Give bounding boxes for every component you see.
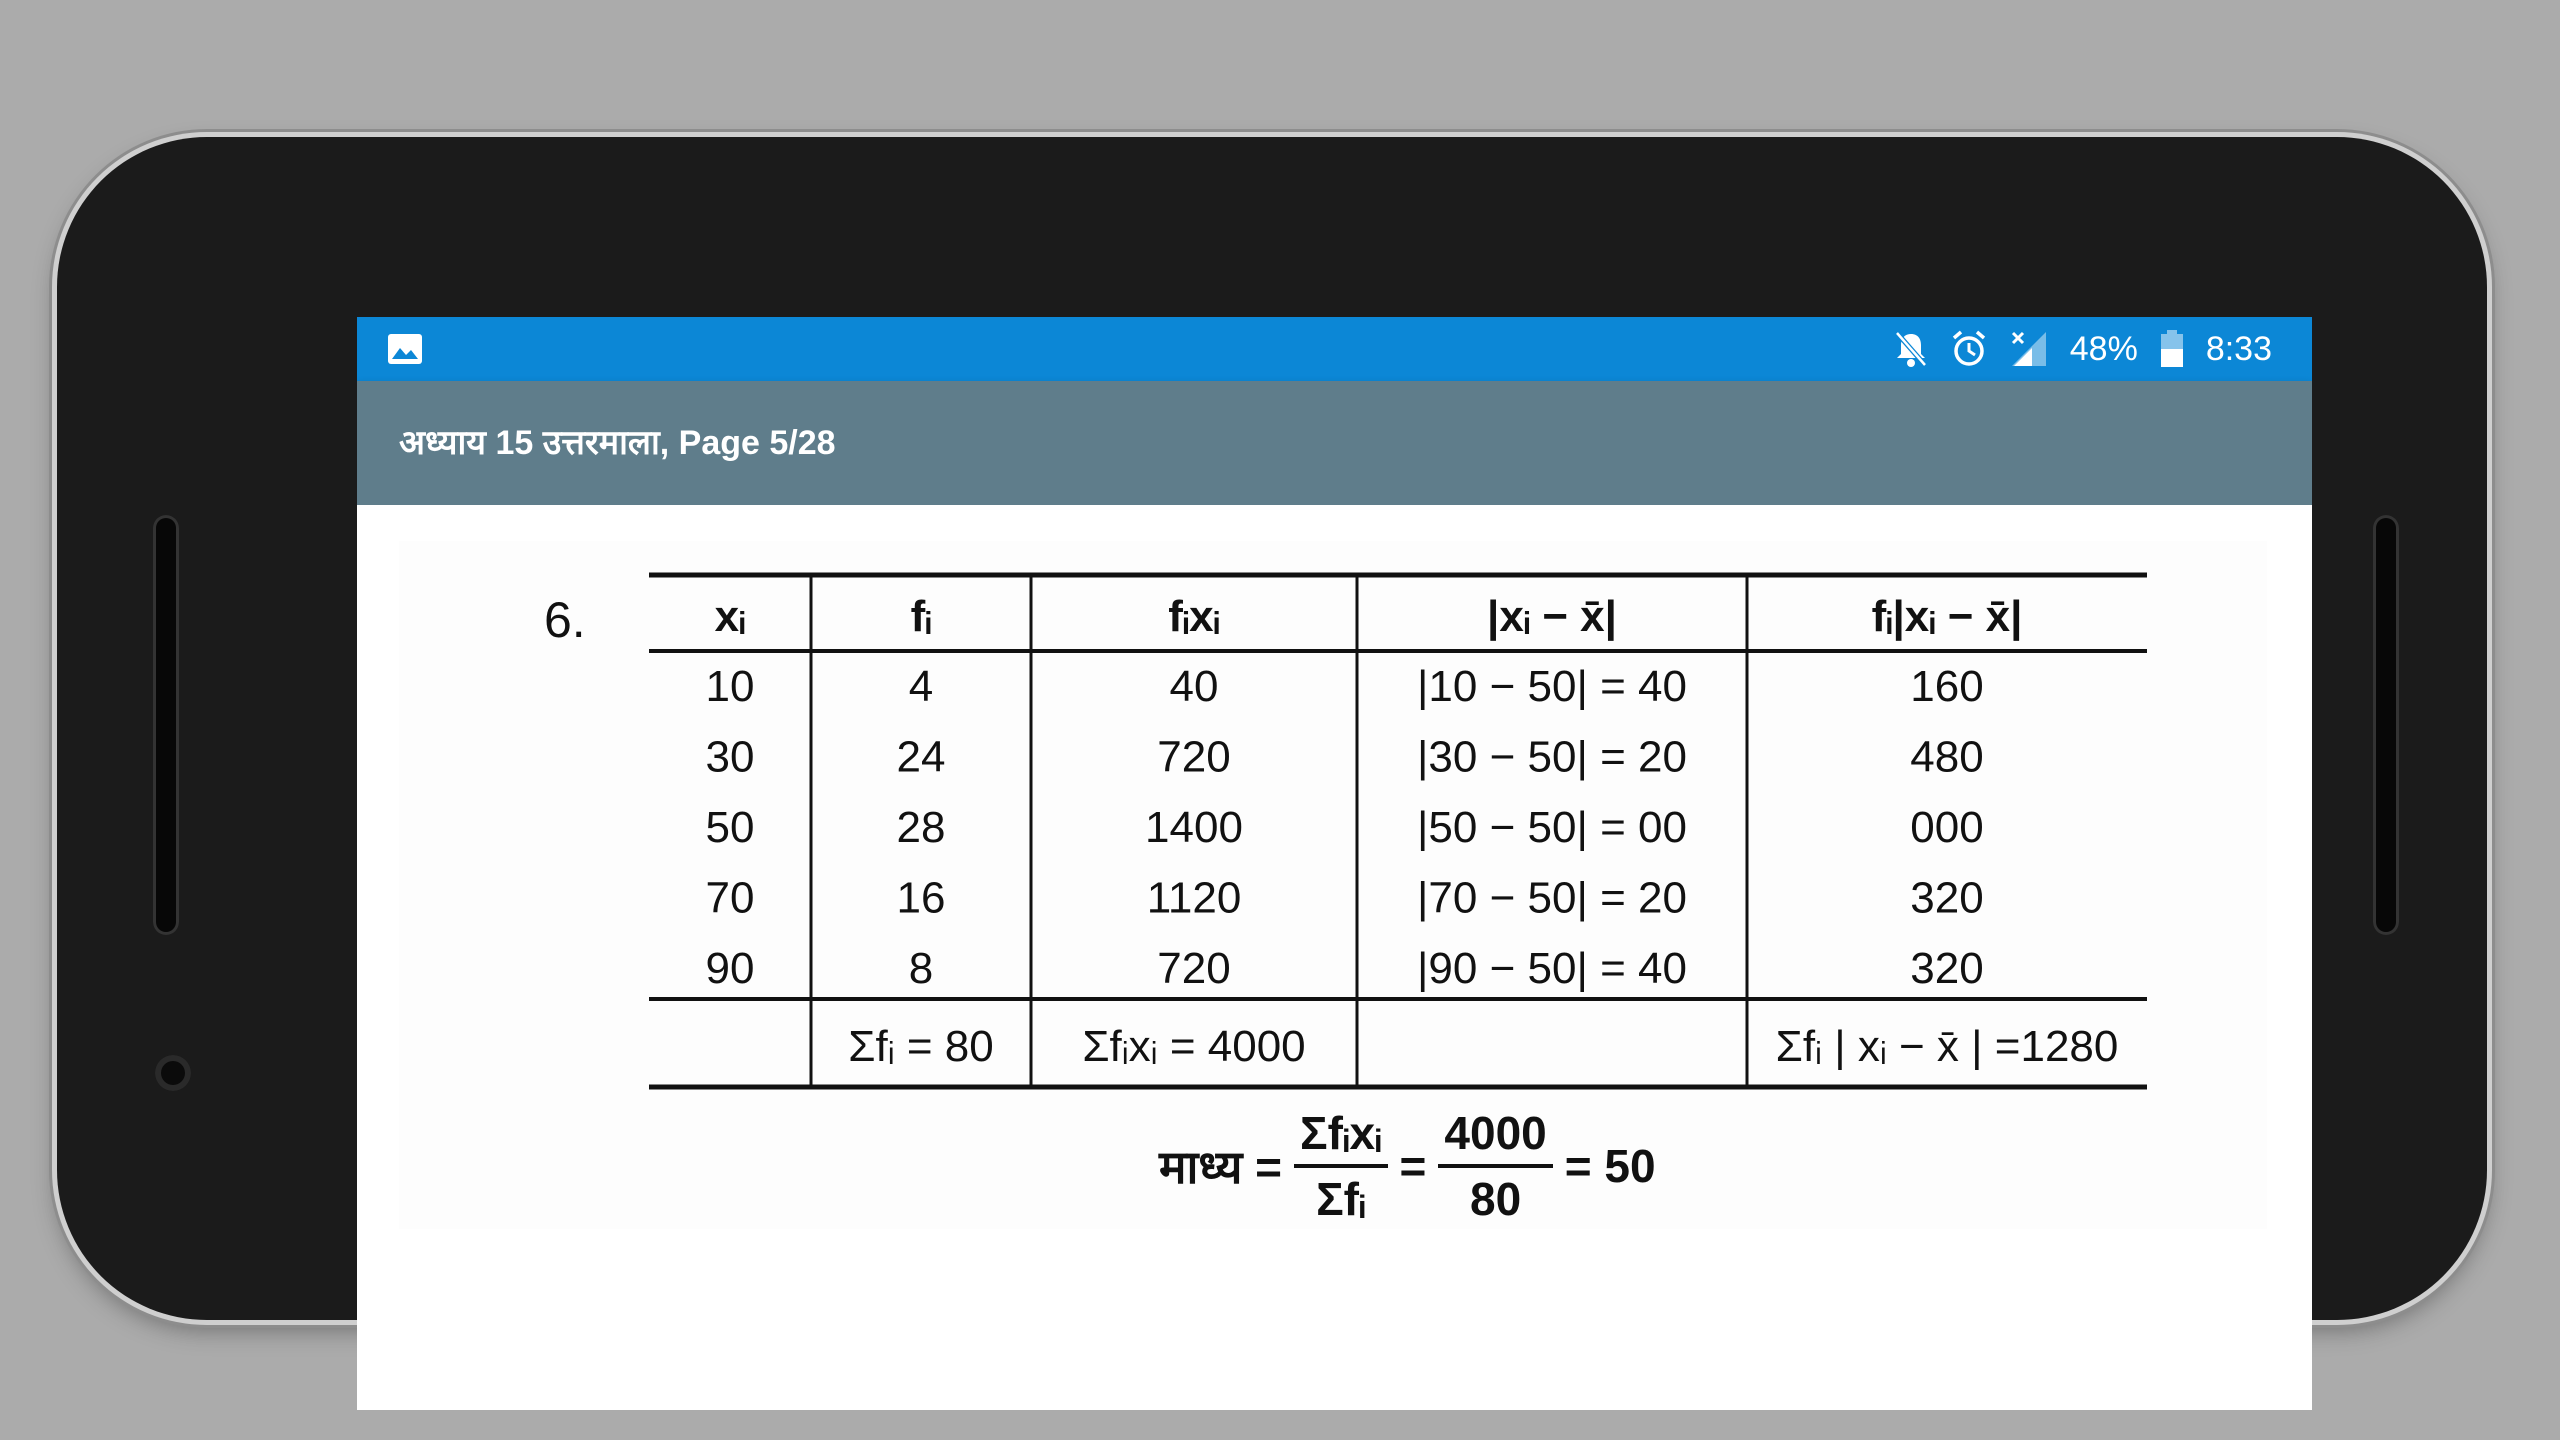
- table-cell: |90 − 50| = 40: [1417, 944, 1687, 993]
- table-cell: 000: [1910, 803, 1984, 852]
- table-cell: 1120: [1146, 873, 1242, 923]
- alarm-icon: [1950, 330, 1988, 368]
- table-cell: 480: [1910, 732, 1984, 782]
- mean-result: = 50: [1564, 1140, 1656, 1192]
- speaker-grille-right: [2373, 515, 2399, 935]
- mean-label: माध्य =: [1159, 1141, 1283, 1193]
- table-cell: 320: [1910, 944, 1984, 993]
- table-cell: 1400: [1145, 803, 1243, 852]
- table-cell: |50 − 50| = 00: [1417, 803, 1687, 852]
- mean-formula: [1159, 1107, 1656, 1225]
- table-cell: 8: [908, 944, 934, 993]
- document-viewer[interactable]: [357, 505, 2312, 1410]
- table-header-cell: |xᵢ − x̄|: [1487, 592, 1617, 641]
- table-cell: 160: [1910, 662, 1984, 711]
- table-cell: 16: [896, 873, 946, 923]
- question-number: 6.: [544, 592, 586, 648]
- table-cell: 50: [705, 803, 755, 852]
- mean-fraction-numeric: [1438, 1106, 1552, 1226]
- table-cell: 30: [705, 732, 755, 782]
- table-header-cell: fᵢ|xᵢ − x̄|: [1871, 592, 2023, 641]
- fraction-numerator: Σfᵢxᵢ: [1294, 1106, 1388, 1168]
- clock: 8:33: [2205, 329, 2272, 368]
- speaker-grille-left: [153, 515, 179, 935]
- table-cell: 40: [1169, 662, 1219, 711]
- page-title: अध्याय 15 उत्तरमाला, Page 5/28: [399, 424, 836, 462]
- table-header-cell: fᵢxᵢ: [1168, 592, 1220, 641]
- fraction-denominator: Σfᵢ: [1316, 1173, 1366, 1225]
- table-cell: 24: [896, 732, 946, 782]
- table-cell: 28: [896, 803, 946, 852]
- battery-icon: [2160, 330, 2184, 368]
- table-cell: 720: [1157, 732, 1231, 782]
- bell-off-icon: [1894, 330, 1928, 368]
- image-icon: [387, 333, 423, 370]
- signal-icon: [2010, 330, 2048, 368]
- table-cell: |70 − 50| = 20: [1417, 873, 1687, 923]
- table-cell: 70: [705, 873, 755, 923]
- device-screen: [357, 317, 2312, 1410]
- phone-frame: [57, 137, 2487, 1320]
- fraction-denominator: 80: [1470, 1173, 1522, 1225]
- table-header-cell: fᵢ: [910, 592, 932, 641]
- battery-percent: 48%: [2069, 329, 2138, 368]
- mean-fraction-symbolic: [1294, 1106, 1388, 1226]
- table-header-cell: xᵢ: [714, 592, 746, 641]
- table-cell: 320: [1910, 873, 1984, 923]
- table-cell: 10: [705, 662, 755, 711]
- fraction-numerator: 4000: [1438, 1106, 1552, 1168]
- table-total-cell: Σfᵢxᵢ = 4000: [1082, 1022, 1306, 1071]
- table-total-cell: Σfᵢ = 80: [848, 1022, 994, 1071]
- table-cell: 720: [1157, 944, 1231, 993]
- equals-sign: =: [1399, 1140, 1427, 1192]
- table-cell: |10 − 50| = 40: [1417, 662, 1687, 711]
- answer-page: [399, 541, 2267, 1229]
- table-cell: 4: [908, 662, 934, 711]
- app-bar: [357, 381, 2312, 505]
- camera-lens: [155, 1055, 191, 1091]
- table-cell: |30 − 50| = 20: [1417, 732, 1687, 782]
- table-cell: 90: [705, 944, 755, 993]
- status-bar: [357, 317, 2312, 381]
- table-total-cell: Σfᵢ | xᵢ − x̄ | =1280: [1775, 1022, 2119, 1071]
